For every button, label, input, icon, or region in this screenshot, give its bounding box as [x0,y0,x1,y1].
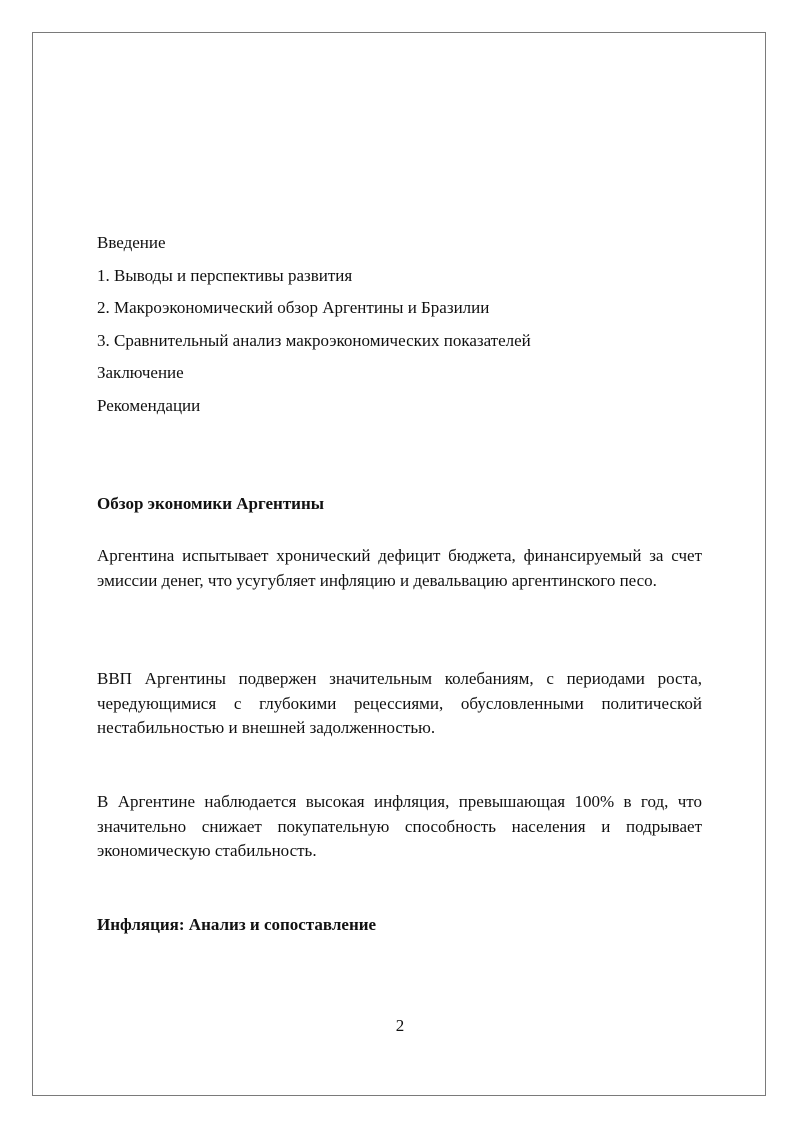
section-heading-inflation: Инфляция: Анализ и сопоставление [97,915,377,934]
paragraph-gdp: ВВП Аргентины подвержен значительным колебаниям, с периодами роста, чередующимися с глубокими рецессиями, обусловленными политической нестабильностью и внешней задолженностью. [97,669,702,737]
toc-item-2: 2. Макроэкономический обзор Аргентины и Бразилии [97,298,490,318]
toc-item-conclusion: Заключение [97,363,184,383]
toc-item-recommendations: Рекомендации [97,395,201,415]
page-number: 2 [395,1016,405,1035]
table-of-contents [97,233,702,429]
paragraph-inflation: В Аргентине наблюдается высокая инфляция, превышающая 100% в год, что значительно снижает покупательную способность населения и подрывает экономическую стабильность. [97,792,702,860]
section-heading-argentina-economy: Обзор экономики Аргентины [97,494,325,513]
toc-item-introduction: Введение [97,233,166,252]
toc-item-1: 1. Выводы и перспективы развития [97,265,353,285]
toc-item-3: 3. Сравнительный анализ макроэкономических показателей [97,330,531,350]
paragraph-budget-deficit: Аргентина испытывает хронический дефицит бюджета, финансируемый за счет эмиссии денег, что усугубляет инфляцию и девальвацию аргентинского песо. [97,546,702,590]
